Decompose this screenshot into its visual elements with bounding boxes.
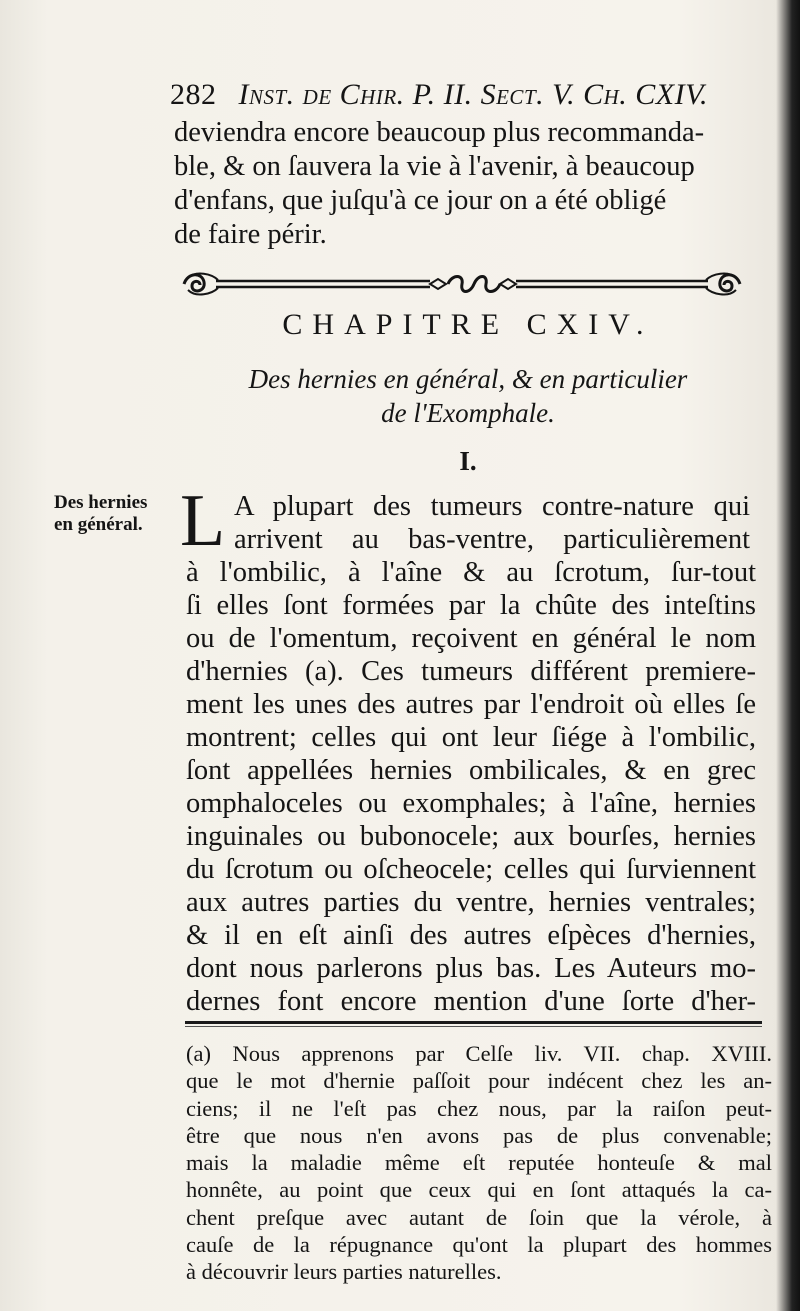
footnote-line: (a) Nous apprenons par Celſe liv. VII. chap. XVIII. <box>186 1041 772 1066</box>
body-line: montrent; celles qui ont leur ſiége à l'ombilic, <box>186 722 756 753</box>
continuation-line: de faire périr. <box>174 219 327 250</box>
margin-note-line: Des hernies <box>54 492 148 513</box>
body-line: A plupart des tumeurs contre-nature qui <box>234 491 750 522</box>
footnote <box>186 1040 772 1286</box>
continuation-line: deviendra encore beaucoup plus recommanda- <box>174 117 705 148</box>
body-line: ſont appellées hernies ombilicales, & en grec <box>186 755 756 786</box>
footnote-line: mais la maladie même eſt reputée honteuſe & mal <box>186 1150 772 1176</box>
chapter-title: CHAPITRE CXIV. <box>282 308 654 341</box>
footnote-line: ciens; il ne l'eſt pas chez nous, par la raiſon peut- <box>186 1095 772 1121</box>
body-line: dernes font encore mention d'une ſorte d'her- <box>186 986 756 1017</box>
paragraph-first-lines <box>234 490 750 556</box>
body-line: ment les unes des autres par l'endroit où elles ſe <box>186 689 756 720</box>
body-line: arrivent au bas-ventre, particulièrement <box>234 524 750 555</box>
body-line: du ſcrotum ou oſcheocele; celles qui ſurviennent <box>186 854 756 885</box>
running-title: Inst. de Chir. P. II. Sect. V. Ch. CXIV. <box>238 78 709 111</box>
section-number: I. <box>459 446 477 476</box>
drop-cap: L <box>180 480 226 562</box>
body-line: dont nous parlerons plus bas. Les Auteurs mo- <box>186 953 756 984</box>
body-line: ou de l'omentum, reçoivent en général le nom <box>186 623 756 654</box>
footnote-rule-thin <box>185 1026 762 1027</box>
continuation-line: d'enfans, que juſqu'à ce jour on a été obligé <box>174 185 667 216</box>
paragraph <box>186 556 756 1018</box>
margin-note <box>54 492 147 536</box>
body-line: inguinales ou bubonocele; aux bourſes, hernies <box>186 821 756 852</box>
footnote-line: à découvrir leurs parties naturelles. <box>186 1259 502 1285</box>
footnote-line: honnête, au point que ceux qui en ſont attaqués la ca- <box>186 1177 772 1203</box>
page-number: 282 <box>170 78 217 111</box>
running-header <box>170 78 740 112</box>
body-line: à l'ombilic, à l'aîne & au ſcrotum, ſur-tout <box>186 557 756 588</box>
body-line: & il en eſt ainſi des autres eſpèces d'hernies, <box>186 920 756 951</box>
margin-note-line: en général. <box>54 514 143 535</box>
footnote-line: chent preſque avec autant de ſoin que la vérole, à <box>186 1204 772 1230</box>
body-line: ſi elles ſont formées par la chûte des inteſtins <box>186 590 756 621</box>
body-line: aux autres parties du ventre, hernies ventrales; <box>186 887 756 918</box>
footnote-line: que le mot d'hernie paſſoit pour indécent chez les an- <box>186 1068 772 1094</box>
continuation-line: ble, & on ſauvera la vie à l'avenir, à beaucoup <box>174 151 695 182</box>
footnote-rule <box>185 1021 762 1024</box>
chapter-subtitle: de l'Exomphale. <box>381 398 555 428</box>
body-line: omphaloceles ou exomphales; à l'aîne, hernies <box>186 788 756 819</box>
body-line: d'hernies (a). Ces tumeurs différent premiere- <box>186 656 756 687</box>
footnote-line: cauſe de la répugnance qu'ont la plupart des hommes <box>186 1232 772 1258</box>
footnote-line: être que nous n'en avons pas de plus convenable; <box>186 1122 772 1148</box>
chapter-subtitle: Des hernies en général, & en particulier <box>248 364 688 394</box>
decorative-ornament-rule <box>178 264 746 304</box>
